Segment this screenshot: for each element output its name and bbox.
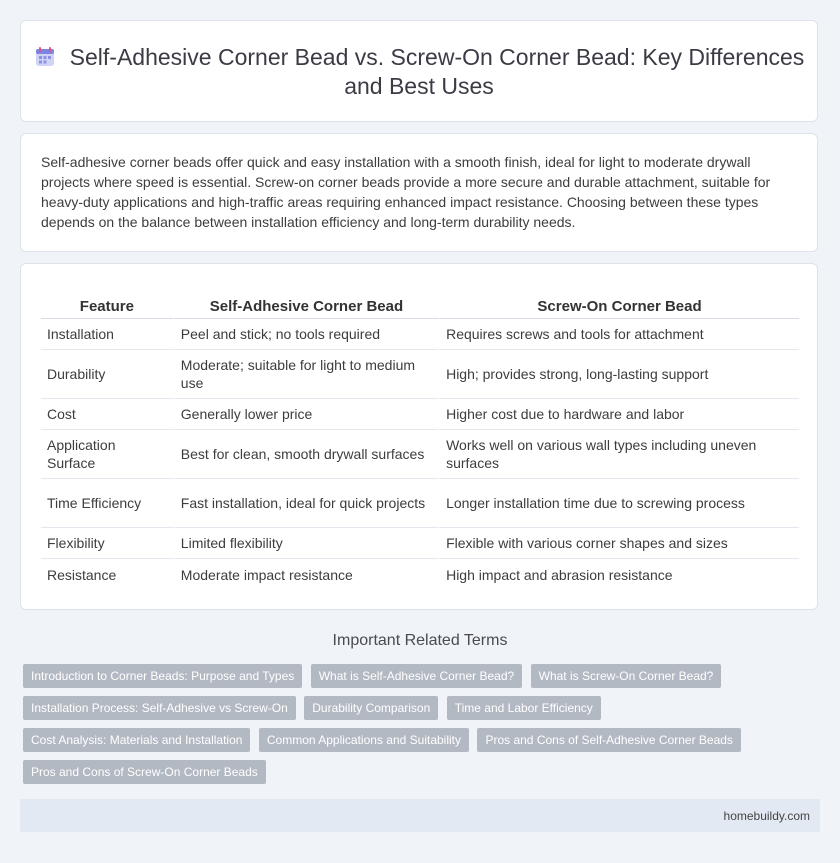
title-card xyxy=(20,20,818,122)
page-header xyxy=(21,43,817,101)
column-header-self-adhesive: Self-Adhesive Corner Bead xyxy=(173,294,438,319)
screw-on-cell: Flexible with various corner shapes and sizes xyxy=(438,528,799,559)
column-header-screw-on: Screw-On Corner Bead xyxy=(438,294,799,319)
related-term-tag[interactable]: Introduction to Corner Beads: Purpose and Types xyxy=(23,664,302,688)
self-adhesive-cell: Limited flexibility xyxy=(173,528,438,559)
related-term-tag[interactable]: What is Screw-On Corner Bead? xyxy=(531,664,722,688)
self-adhesive-cell: Peel and stick; no tools required xyxy=(173,319,438,350)
related-term-tag[interactable]: Pros and Cons of Screw-On Corner Beads xyxy=(23,760,266,784)
related-term-tag[interactable]: Common Applications and Suitability xyxy=(259,728,469,752)
screw-on-cell: Works well on various wall types including uneven surfaces xyxy=(438,430,799,479)
screw-on-cell: Longer installation time due to screwing process xyxy=(438,479,799,528)
feature-cell: Durability xyxy=(41,350,173,399)
self-adhesive-cell: Moderate; suitable for light to medium use xyxy=(173,350,438,399)
feature-cell: Flexibility xyxy=(41,528,173,559)
column-header-feature: Feature xyxy=(41,294,173,319)
related-term-tag[interactable]: Durability Comparison xyxy=(304,696,438,720)
comparison-card xyxy=(20,263,818,610)
table-row xyxy=(41,559,799,590)
feature-cell: Installation xyxy=(41,319,173,350)
self-adhesive-cell: Moderate impact resistance xyxy=(173,559,438,590)
screw-on-cell: Higher cost due to hardware and labor xyxy=(438,399,799,430)
feature-cell: Resistance xyxy=(47,566,117,583)
related-terms-list xyxy=(23,664,793,792)
table-row xyxy=(41,528,799,559)
related-term-tag[interactable]: Cost Analysis: Materials and Installation xyxy=(23,728,250,752)
related-term-tag[interactable]: Pros and Cons of Self-Adhesive Corner Beads xyxy=(477,728,740,752)
related-term-tag[interactable]: Time and Labor Efficiency xyxy=(447,696,601,720)
footer-site-link[interactable]: homebuildy.com xyxy=(723,809,810,823)
self-adhesive-cell: Best for clean, smooth drywall surfaces xyxy=(173,430,438,479)
related-term-tag[interactable]: What is Self-Adhesive Corner Bead? xyxy=(311,664,522,688)
screw-on-cell: Requires screws and tools for attachment xyxy=(438,319,799,350)
related-term-tag[interactable]: Installation Process: Self-Adhesive vs Screw-On xyxy=(23,696,296,720)
summary-card xyxy=(20,133,818,252)
calendar-icon xyxy=(34,46,56,68)
comparison-table xyxy=(41,294,799,590)
related-terms-heading: Important Related Terms xyxy=(332,632,508,649)
screw-on-cell: High; provides strong, long-lasting support xyxy=(438,350,799,399)
page-title: Self-Adhesive Corner Bead vs. Screw-On Corner Bead: Key Differences and Best Uses xyxy=(69,44,805,99)
table-header-row xyxy=(41,294,799,319)
table-row xyxy=(41,319,799,350)
summary-text: Self-adhesive corner beads offer quick and easy installation with a smooth finish, ideal for light to moderate drywall projects where speed is essential. Screw-on corner beads provide a more secure and durable attachment, suitable for heavy-duty applications and high-traffic areas requiring enhanced impact resistance. Choosing between these types depends on the balance between installation efficiency and long-term durability needs. xyxy=(41,154,771,230)
feature-cell: Application Surface xyxy=(41,430,173,479)
table-row xyxy=(41,399,799,430)
feature-cell: Time Efficiency xyxy=(41,479,173,528)
table-row xyxy=(41,350,799,399)
feature-cell: Cost xyxy=(41,399,173,430)
table-row xyxy=(41,479,799,528)
footer xyxy=(20,799,820,832)
self-adhesive-cell: Fast installation, ideal for quick projects xyxy=(173,479,438,528)
screw-on-cell: High impact and abrasion resistance xyxy=(438,559,799,590)
self-adhesive-cell: Generally lower price xyxy=(173,399,438,430)
table-row xyxy=(41,430,799,479)
